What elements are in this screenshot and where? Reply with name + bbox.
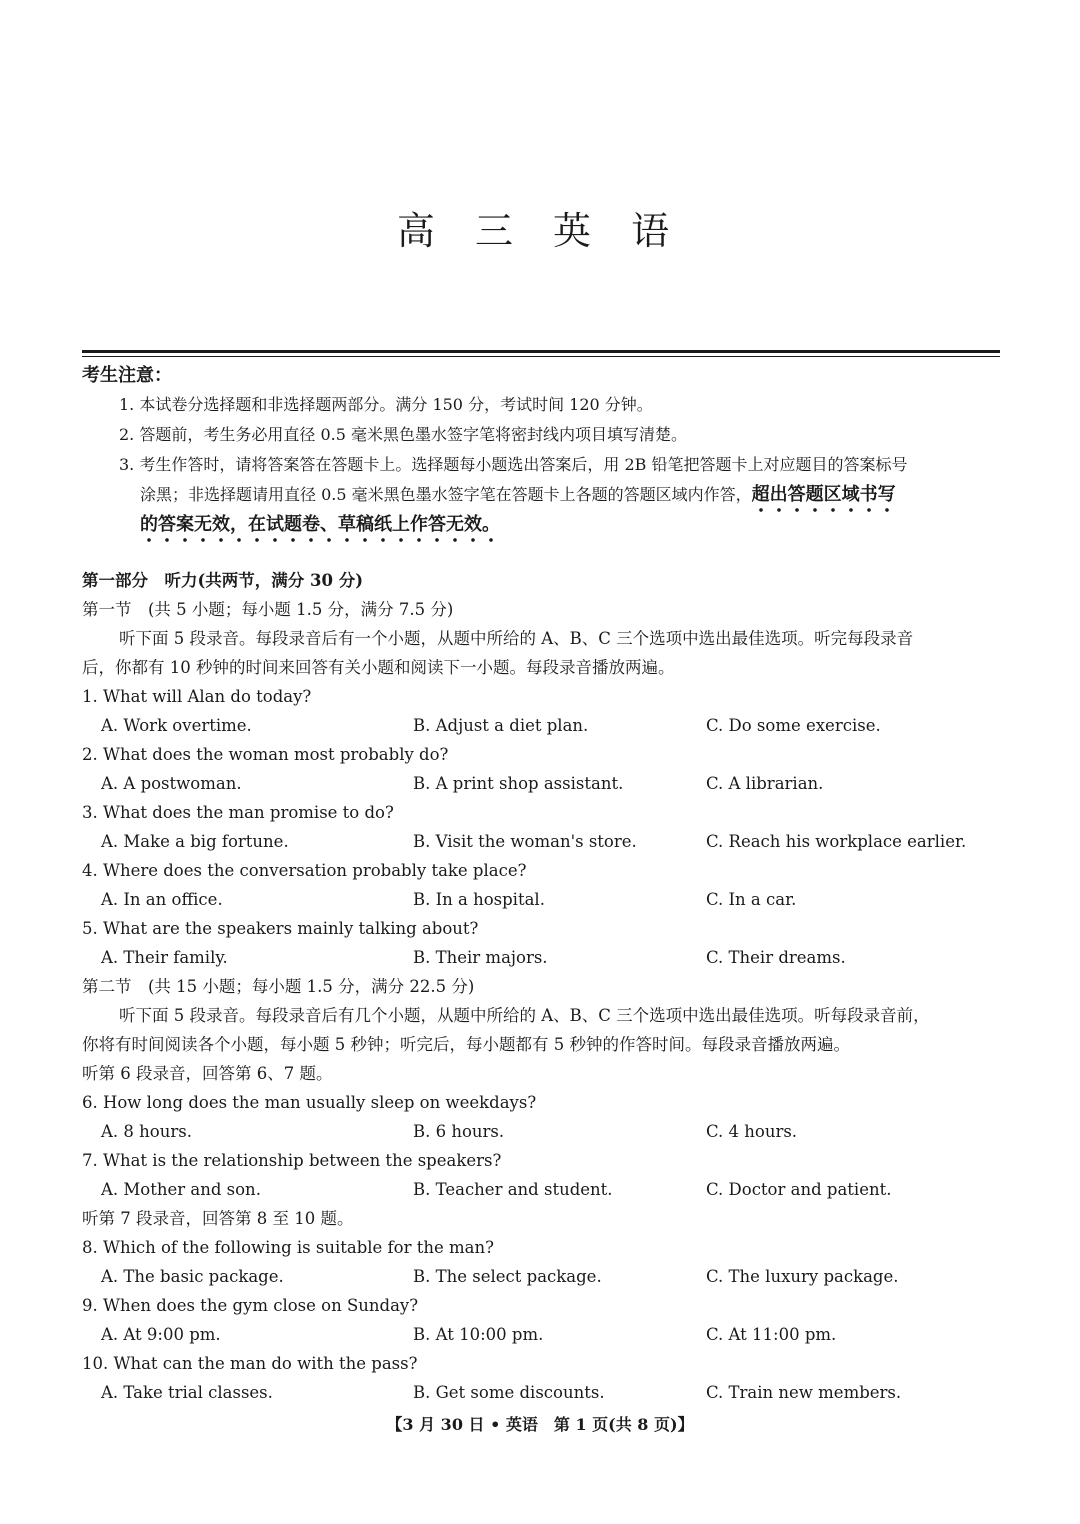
listening-part bbox=[82, 566, 1002, 1407]
page-title: 高 三 英 语 bbox=[396, 209, 684, 253]
option-a: A. At 9:00 pm. bbox=[101, 1325, 221, 1344]
option-c: C. In a car. bbox=[706, 890, 797, 909]
option-b: B. 6 hours. bbox=[413, 1122, 505, 1141]
section2-instructions-line-2: 你将有时间阅读各个小题，每小题 5 秒钟；听完后，每小题都有 5 秒钟的作答时间。每段录音播放两遍。 bbox=[82, 1035, 850, 1054]
option-c: C. A librarian. bbox=[706, 774, 824, 793]
option-a: A. Take trial classes. bbox=[101, 1383, 273, 1402]
question-text: 2. What does the woman most probably do? bbox=[82, 745, 449, 764]
option-b: B. Get some discounts. bbox=[413, 1383, 605, 1402]
option-b: B. Teacher and student. bbox=[413, 1180, 613, 1199]
section2-heading: 第二节 (共 15 小题；每小题 1.5 分，满分 22.5 分) bbox=[82, 977, 475, 996]
option-c: C. Train new members. bbox=[706, 1383, 902, 1402]
question-text: 1. What will Alan do today? bbox=[82, 687, 312, 706]
notice-emphasis-text-2: 的答案无效，在试题卷、草稿纸上作答无效。 bbox=[140, 514, 500, 535]
audio-7-instruction: 听第 7 段录音，回答第 8 至 10 题。 bbox=[82, 1209, 354, 1228]
notice-item-3-line-1: 3. 考生作答时，请将答案答在答题卡上。选择题每小题选出答案后，用 2B 铅笔把答题卡上对应题目的答案标号 bbox=[119, 455, 908, 474]
option-b: B. Their majors. bbox=[413, 948, 548, 967]
question-text: 9. When does the gym close on Sunday? bbox=[82, 1296, 419, 1315]
question-options bbox=[82, 711, 1002, 740]
notice-emphasis-text-1: 超出答题区域书写 bbox=[751, 484, 896, 505]
option-b: B. Adjust a diet plan. bbox=[413, 716, 589, 735]
question-options bbox=[82, 1175, 1002, 1204]
notice-item-3-line-2 bbox=[82, 480, 1002, 510]
question-options bbox=[82, 885, 1002, 914]
notice-item-2: 2. 答题前，考生务必用直径 0.5 毫米黑色墨水签字笔将密封线内项目填写清楚。 bbox=[119, 425, 687, 444]
option-a: A. A postwoman. bbox=[101, 774, 242, 793]
question-text: 4. Where does the conversation probably take place? bbox=[82, 861, 527, 880]
option-a: A. 8 hours. bbox=[101, 1122, 192, 1141]
notice-item-1: 1. 本试卷分选择题和非选择题两部分。满分 150 分，考试时间 120 分钟。 bbox=[119, 395, 653, 414]
section2-instructions-line-1: 听下面 5 段录音。每段录音后有几个小题，从题中所给的 A、B、C 三个选项中选出最佳选项。听每段录音前， bbox=[119, 1006, 930, 1025]
option-c: C. Do some exercise. bbox=[706, 716, 881, 735]
part1-heading: 第一部分 听力(共两节，满分 30 分) bbox=[82, 571, 364, 590]
section1-heading: 第一节 (共 5 小题；每小题 1.5 分，满分 7.5 分) bbox=[82, 600, 454, 619]
option-c: C. Reach his workplace earlier. bbox=[706, 832, 967, 851]
notice-item-3-line-3 bbox=[82, 510, 1002, 540]
header-rule-thick bbox=[82, 350, 1000, 353]
page-footer: 【3 月 30 日 • 英语 第 1 页(共 8 页)】 bbox=[386, 1415, 694, 1434]
option-a: A. Mother and son. bbox=[101, 1180, 261, 1199]
section1-instructions-line-2: 后，你都有 10 秒钟的时间来回答有关小题和阅读下一小题。每段录音播放两遍。 bbox=[82, 658, 675, 677]
option-c: C. 4 hours. bbox=[706, 1122, 798, 1141]
question-options bbox=[82, 1117, 1002, 1146]
option-b: B. In a hospital. bbox=[413, 890, 545, 909]
notice-heading: 考生注意： bbox=[82, 365, 172, 386]
question-text: 6. How long does the man usually sleep on weekdays? bbox=[82, 1093, 537, 1112]
notice-block bbox=[82, 362, 1002, 540]
question-options bbox=[82, 1262, 1002, 1291]
option-a: A. The basic package. bbox=[101, 1267, 284, 1286]
question-options bbox=[82, 769, 1002, 798]
header-rule-thin bbox=[82, 356, 1000, 357]
question-text: 7. What is the relationship between the speakers? bbox=[82, 1151, 502, 1170]
question-options bbox=[82, 1378, 1002, 1407]
question-text: 10. What can the man do with the pass? bbox=[82, 1354, 418, 1373]
question-options bbox=[82, 1320, 1002, 1349]
question-text: 3. What does the man promise to do? bbox=[82, 803, 394, 822]
question-text: 5. What are the speakers mainly talking about? bbox=[82, 919, 479, 938]
option-b: B. The select package. bbox=[413, 1267, 602, 1286]
question-options bbox=[82, 943, 1002, 972]
option-b: B. At 10:00 pm. bbox=[413, 1325, 544, 1344]
option-c: C. At 11:00 pm. bbox=[706, 1325, 837, 1344]
notice-item-3-normal-text: 涂黑；非选择题请用直径 0.5 毫米黑色墨水签字笔在答题卡上各题的答题区域内作答， bbox=[140, 485, 752, 504]
option-c: C. Their dreams. bbox=[706, 948, 846, 967]
audio-6-instruction: 听第 6 段录音，回答第 6、7 题。 bbox=[82, 1064, 333, 1083]
option-a: A. Make a big fortune. bbox=[101, 832, 289, 851]
question-options bbox=[82, 827, 1002, 856]
option-a: A. Their family. bbox=[101, 948, 228, 967]
option-c: C. The luxury package. bbox=[706, 1267, 899, 1286]
option-a: A. Work overtime. bbox=[101, 716, 252, 735]
option-c: C. Doctor and patient. bbox=[706, 1180, 892, 1199]
section1-instructions-line-1: 听下面 5 段录音。每段录音后有一个小题，从题中所给的 A、B、C 三个选项中选出最佳选项。听完每段录音 bbox=[119, 629, 914, 648]
option-a: A. In an office. bbox=[101, 890, 223, 909]
option-b: B. A print shop assistant. bbox=[413, 774, 624, 793]
question-text: 8. Which of the following is suitable for the man? bbox=[82, 1238, 494, 1257]
option-b: B. Visit the woman's store. bbox=[413, 832, 637, 851]
